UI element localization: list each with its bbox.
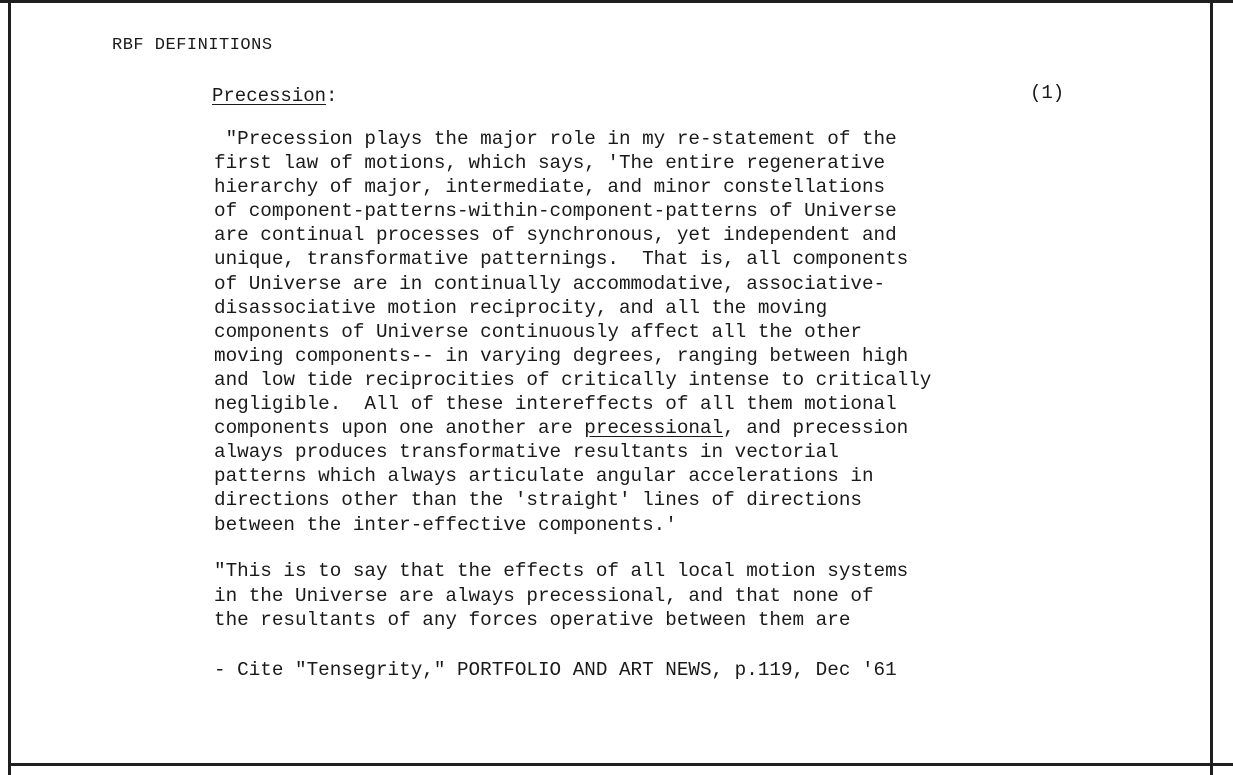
card-right-border (1210, 0, 1213, 775)
text-line: directions other than the 'straight' lines of directions (214, 489, 862, 512)
citation: - Cite "Tensegrity," PORTFOLIO AND ART NEWS, p.119, Dec '61 (214, 659, 897, 681)
quote-paragraph-2 (214, 559, 1204, 633)
text-line: moving components-- in varying degrees, ranging between high (214, 344, 909, 367)
quote-paragraph-1 (214, 127, 1204, 537)
text-line: hierarchy of major, intermediate, and minor constellations (214, 176, 886, 199)
text-line: and low tide reciprocities of critically intense to critically (214, 368, 932, 391)
text-line: between the inter-effective components.' (214, 513, 677, 536)
text-line: of component-patterns-within-component-patterns of Universe (214, 200, 897, 223)
text-line: of Universe are in continually accommodative, associative- (214, 272, 886, 295)
term-heading (212, 85, 337, 107)
text-line: in the Universe are always precessional, and that none of (214, 584, 874, 607)
text-line: components of Universe continuously affect all the other (214, 320, 862, 343)
text-line: disassociative motion reciprocity, and all the moving (214, 296, 828, 319)
text-segment: components upon one another are (214, 417, 585, 440)
term-colon: : (326, 85, 338, 107)
card-header: RBF DEFINITIONS (112, 36, 273, 55)
page-number: (1) (1030, 82, 1065, 104)
text-line: first law of motions, which says, 'The entire regenerative (214, 152, 886, 175)
text-line-with-emphasis (214, 416, 1204, 440)
term-label: Precession (212, 85, 327, 107)
text-segment: , and precession (723, 417, 909, 440)
text-line: are continual processes of synchronous, yet independent and (214, 224, 897, 247)
text-line: "This is to say that the effects of all local motion systems (214, 560, 909, 582)
card-left-border (8, 3, 11, 775)
text-line: the resultants of any forces operative between them are (214, 609, 851, 631)
text-line: "Precession plays the major role in my re-statement of the (214, 128, 897, 150)
text-line: patterns which always articulate angular accelerations in (214, 465, 874, 488)
text-line: negligible. All of these intereffects of all them motional (214, 393, 897, 416)
text-line: always produces transformative resultants in vectorial (214, 441, 839, 464)
emphasized-word: precessional (584, 417, 724, 440)
card-top-border (0, 0, 1233, 3)
card-bottom-border (8, 763, 1233, 766)
text-line: unique, transformative patternings. That is, all components (214, 248, 909, 271)
